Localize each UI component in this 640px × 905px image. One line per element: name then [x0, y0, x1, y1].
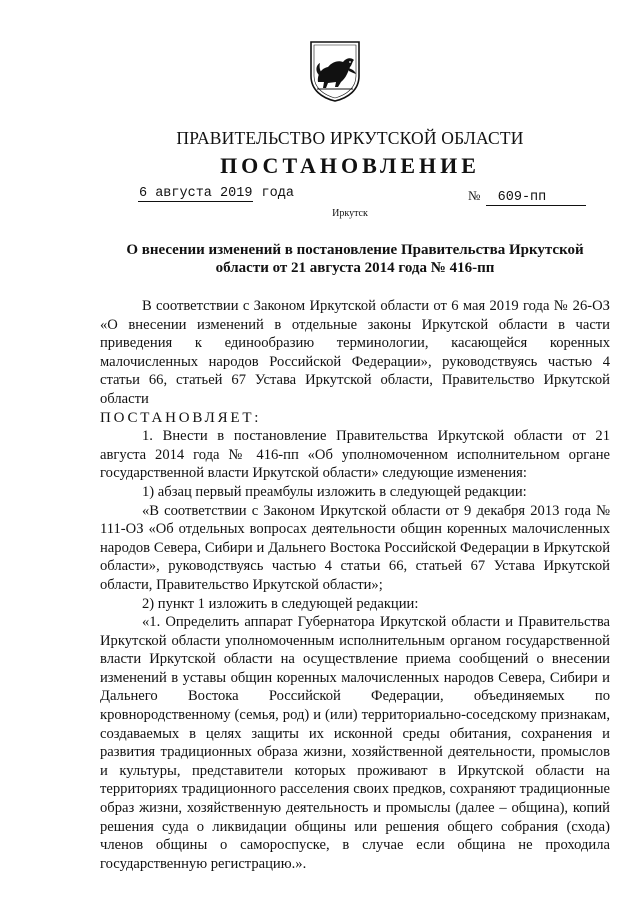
document-number: [468, 188, 586, 206]
quote-1-paragraph: «В соответствии с Законом Иркутской области от 9 декабря 2013 года № 111-ОЗ «Об отдельных вопросах деятельности общин коренных малочисленных народов Севера, Сибири и Дальнего Востока Российской Федерации в Иркутской области», руководствуясь частью 4 статьи 66, статьей 67 Устава Иркутской области, Правительство Иркутской области»;: [100, 502, 610, 593]
subitem-1-paragraph: 1) абзац первый преамбулы изложить в следующей редакции:: [142, 483, 527, 500]
number-sign: №: [468, 188, 481, 203]
date-suffix: года: [261, 186, 294, 201]
number-value: 609-пп: [486, 190, 586, 206]
item-1-paragraph: 1. Внести в постановление Правительства Иркутской области от 21 августа 2014 года № 416-пп «Об уполномоченном исполнительном органе государственной власти Иркутской области» следующие изменения:: [100, 428, 610, 482]
resolves-heading: ПОСТАНОВЛЯЕТ:: [100, 409, 262, 426]
document-date: [138, 186, 294, 201]
quote-2-paragraph: «1. Определить аппарат Губернатора Иркутской области и Правительства Иркутской области уполномоченным исполнительным органом государственной власти Иркутской области на осуществление приема сообщений о внесении изменений в уставы общин коренных малочисленных народов Севера, Сибири и Дальнего Востока Российской Федерации, объединяемых по кровнородственному (семья, род) и (или) территориально-соседскому признакам, создаваемых в целях защиты их исконной среды обитания, сохранения и развития традиционных образа жизни, хозяйственной деятельности, промыслов и культуры, представители которых проживают в Иркутской области на территориях традиционного расселения своих предков, сохраняют традиционные образ жизни, хозяйственную деятельность и промыслы (далее – община), копий решения суда о ликвидации общины или решения общего собрания (схода) членов общины о самороспуске, в случае если община не проходила государственную регистрацию.».: [100, 614, 610, 872]
document-body: [100, 297, 610, 873]
subitem-2-paragraph: 2) пункт 1 изложить в следующей редакции:: [142, 595, 419, 612]
city-name: Иркутск: [332, 208, 368, 219]
coat-of-arms-emblem: [308, 40, 362, 102]
intro-paragraph: В соответствии с Законом Иркутской области от 6 мая 2019 года № 26-ОЗ «О внесении изменений в отдельные законы Иркутской области в части приведения к единообразию терминологии, касающейся коренных малочисленных народов Российской Федерации», руководствуясь частью 4 статьи 66, статьей 67 Устава Иркутской области, Правительство Иркутской области: [100, 298, 610, 407]
document-heading: О внесении изменений в постановление Правительства Иркутской области от 21 августа 2014 года № 416-пп: [126, 242, 584, 276]
date-value: 6 августа 2019: [139, 186, 253, 201]
government-name: ПРАВИТЕЛЬСТВО ИРКУТСКОЙ ОБЛАСТИ: [176, 128, 524, 148]
document-type-title: ПОСТАНОВЛЕНИЕ: [220, 153, 480, 178]
